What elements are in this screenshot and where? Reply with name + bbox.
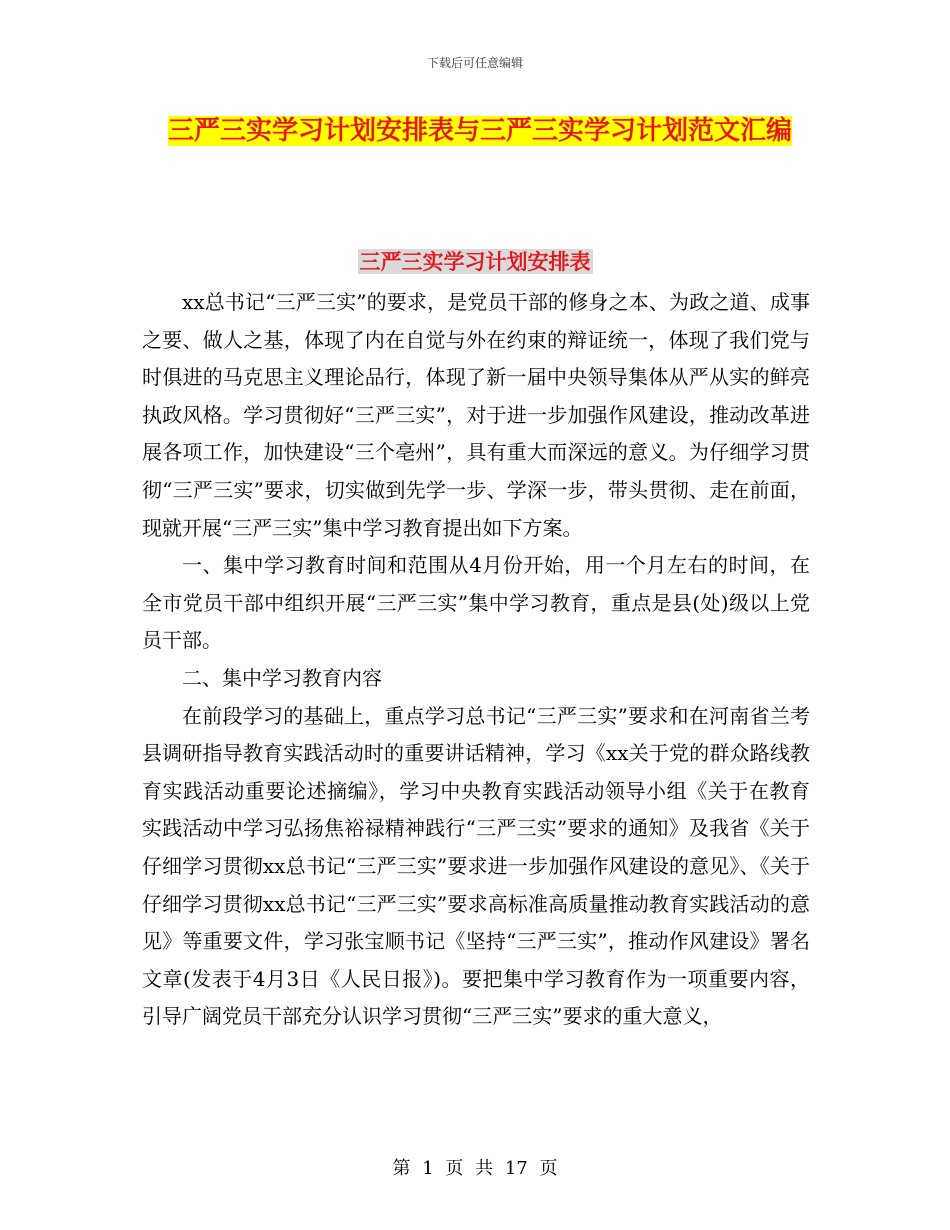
paragraph-time-scope: 一、集中学习教育时间和范围从4月份开始，用一个月左右的时间，在全市党员干部中组织开展“三严三实”集中学习教育，重点是县(处)级以上党员干部。: [142, 553, 810, 653]
document-title: [140, 108, 820, 154]
document-title-text: 三严三实学习计划安排表与三严三实学习计划范文汇编: [167, 116, 792, 146]
page-footer: 第 1 页 共 17 页: [392, 1158, 558, 1179]
paragraph-content-heading: 二、集中学习教育内容: [182, 665, 382, 690]
paragraph-intro: xx总书记“三严三实”的要求，是党员干部的修身之本、为政之道、成事之要、做人之基，体现了内在自觉与外在约束的辩证统一，体现了我们党与时俱进的马克思主义理论品行，体现了新一届中央领导集体从严从实的鲜亮执政风格。学习贯彻好“三严三实”，对于进一步加强作风建设，推动改革进展各项工作，加快建设“三个亳州”，具有重大而深远的意义。为仔细学习贯彻“三严三实”要求，切实做到先学一步、学深一步，带头贯彻、走在前面，现就开展“三严三实”集中学习教育提出如下方案。: [142, 290, 810, 540]
section-title: [0, 244, 950, 280]
header-note: 下载后可任意编辑: [426, 56, 523, 70]
paragraph-content: 在前段学习的基础上，重点学习总书记“三严三实”要求和在河南省兰考县调研指导教育实践活动时的重要讲话精神，学习《xx关于党的群众路线教育实践活动重要论述摘编》，学习中央教育实践活动领导小组《关于在教育实践活动中学习弘扬焦裕禄精神践行“三严三实”要求的通知》及我省《关于仔细学习贯彻xx总书记“三严三实”要求进一步加强作风建设的意见》、《关于仔细学习贯彻xx总书记“三严三实”要求高标准高质量推动教育实践活动的意见》等重要文件，学习张宝顺书记《坚持“三严三实”，推动作风建设》署名文章(发表于4月3日《人民日报》)。要把集中学习教育作为一项重要内容，引导广阔党员干部充分认识学习贯彻“三严三实”要求的重大意义，: [142, 703, 810, 1029]
section-title-text: 三严三实学习计划安排表: [359, 249, 591, 274]
document-body: [142, 284, 810, 1036]
